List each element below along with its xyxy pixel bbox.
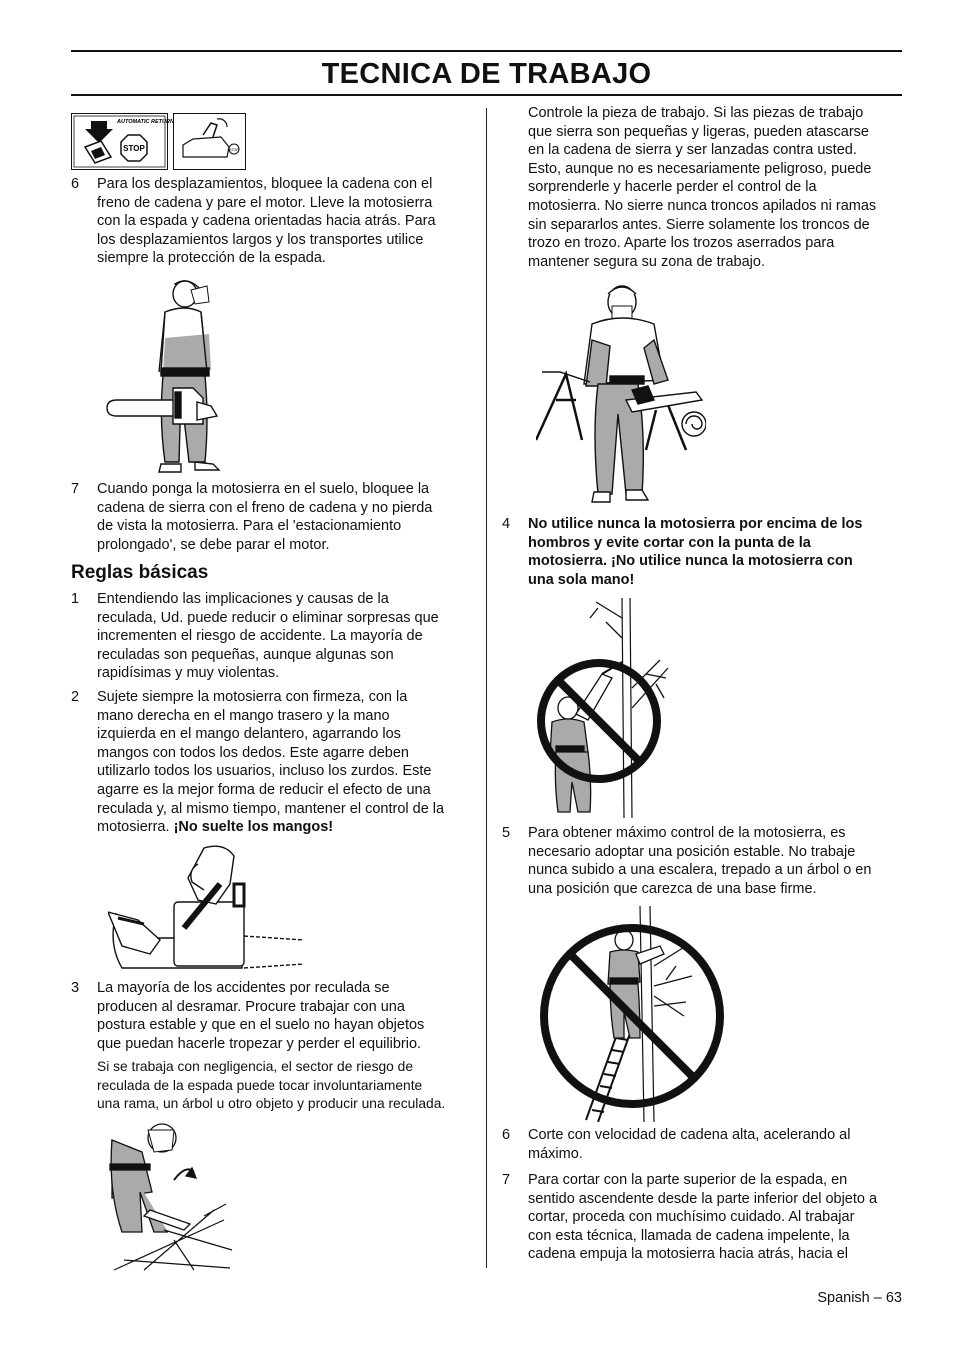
saw-grip-illustration — [108, 844, 308, 974]
text-line: máximo. — [528, 1145, 583, 1162]
text-line: postura estable y que en el suelo no hayan objetos — [97, 1017, 425, 1034]
text-line: Si se trabaja con negligencia, el sector de riesgo de — [97, 1059, 413, 1074]
text-line: los desplazamientos largos y los transportes utilice — [97, 231, 424, 248]
item-number: 4 — [502, 516, 511, 532]
text-line: trozo en trozo. Aparte los trozos aserrados para — [528, 235, 835, 252]
text-line: Cuando ponga la motosierra en el suelo, bloquee la — [97, 481, 430, 497]
text-line: izquierda en el mango delantero, agarrando los — [97, 726, 401, 743]
text-line: reculada, Ud. puede reducir o eliminar sorpresas que — [97, 609, 439, 626]
text-line: Controle la pieza de trabajo. Si las piezas de trabajo — [528, 105, 864, 121]
text-line: hombros y evite cortar con la punta de la — [528, 534, 811, 551]
item-number: 3 — [71, 980, 80, 996]
chain-brake-icons — [71, 113, 246, 171]
item-number: 5 — [502, 825, 511, 841]
text-line: una rama, un árbol u otro objeto y producir una reculada. — [97, 1096, 446, 1112]
text-line: agarre es la mejor forma de reducir el efecto de una — [97, 781, 431, 798]
text-line: que sierra son pequeñas y ligeras, pueden atascarse — [528, 123, 869, 140]
sawhorse-cutting-illustration — [536, 280, 706, 508]
text-line: de vista la motosierra. Para el 'estacionamiento — [97, 518, 402, 535]
section-heading: Reglas básicas — [71, 562, 209, 583]
bold-warning: ¡No suelte los mangos! — [173, 819, 334, 836]
work-piece-paragraph — [528, 104, 928, 271]
text-line: cadena empuja la motosierra hacia atrás, hacia el — [528, 1246, 848, 1263]
text-line: sin separarlos antes. Sierre solamente los troncos de — [528, 216, 870, 233]
text-line: freno de cadena y pare el motor. Lleve la motosierra — [97, 194, 433, 211]
text-line: motosierra. ¡No utilice nunca la motosierra con — [528, 553, 853, 570]
text-line: incrementen el riesgo de accidente. La mayoría de — [97, 628, 423, 645]
page-footer: Spanish – 63 — [817, 1290, 902, 1306]
svg-text:STOP: STOP — [123, 144, 145, 153]
text-line: Para los desplazamientos, bloquee la cadena con el — [97, 176, 433, 192]
text-span: motosierra. — [97, 819, 174, 836]
svg-text:STOP: STOP — [229, 148, 239, 152]
prohibited-ladder-illustration — [536, 906, 728, 1122]
text-line: sorprenderle y hacerle perder el control de la — [528, 179, 817, 196]
text-line: mano derecha en el mango trasero y la mano — [97, 707, 390, 724]
text-line: Para obtener máximo control de la motosierra, es — [528, 825, 846, 841]
limbing-kickback-illustration — [104, 1120, 234, 1275]
text-line: La mayoría de los accidentes por reculada se — [97, 980, 390, 996]
automatic-return-label: AUTOMATIC RETURN — [117, 119, 174, 125]
prohibited-above-shoulder-illustration — [536, 598, 671, 818]
text-line: siempre la protección de la espada. — [97, 250, 326, 267]
title-underline — [71, 94, 902, 96]
text-line: rapidísimas y muy violentas. — [97, 665, 280, 682]
text-line: con esta técnica, llamada de cadena impelente, la — [528, 1227, 850, 1244]
item-number: 7 — [502, 1172, 511, 1188]
text-line: producen al desramar. Procure trabajar con una — [97, 998, 405, 1015]
text-line: Corte con velocidad de cadena alta, acelerando al — [528, 1127, 851, 1143]
page-title: TECNICA DE TRABAJO — [321, 58, 652, 90]
item-number: 6 — [502, 1127, 511, 1143]
text-line: una posición que carezca de una base firme. — [528, 880, 817, 897]
text-line: cadena de sierra con el freno de cadena y no pierda — [97, 499, 433, 516]
item-number: 1 — [71, 591, 80, 607]
text-line: Entendiendo las implicaciones y causas de la — [97, 591, 389, 607]
text-line: necesario adoptar una posición estable. No trabaje — [528, 843, 856, 860]
text-line: mangos con todos los dedos. Este agarre deben — [97, 744, 409, 761]
rule-3-note — [97, 1058, 487, 1114]
text-line: reculada y, al mismo tiempo, mantener el control de la — [97, 800, 445, 817]
item-number: 2 — [71, 689, 80, 705]
text-line: utilizarlo todos los usuarios, incluso los zurdos. Este — [97, 763, 432, 780]
text-line: reculadas son pequeñas, aunque algunas son — [97, 646, 394, 663]
text-line: con la espada y cadena orientadas hacia atrás. Para — [97, 213, 436, 230]
text-line: Para cortar con la parte superior de la espada, en — [528, 1172, 848, 1188]
text-line — [97, 818, 444, 837]
text-line: sentido ascendente desde la parte inferior del objeto a — [528, 1190, 878, 1207]
text-line: que puedan hacerle tropezar y perder el equilibrio. — [97, 1035, 422, 1052]
text-line: No utilice nunca la motosierra por encima de los — [528, 516, 863, 532]
text-line: nunca subido a una escalera, trepado a un árbol o en — [528, 862, 872, 879]
text-line: Sujete siempre la motosierra con firmeza, con la — [97, 689, 408, 705]
item-number: 7 — [71, 481, 80, 497]
text-line: prolongado', se debe parar el motor. — [97, 536, 330, 553]
text-line: mantener segura su zona de trabajo. — [528, 253, 765, 270]
text-line: una sola mano! — [528, 571, 635, 588]
text-line: cortar, proceda con muchísimo cuidado. Al trabajar — [528, 1209, 855, 1226]
text-line: motosierra. No sierre nunca troncos apilados ni ramas — [528, 197, 877, 214]
operator-carrying-saw-illustration — [105, 276, 230, 478]
item-number: 6 — [71, 176, 80, 192]
top-rule — [71, 50, 902, 52]
text-line: Esto, aunque no es necesariamente peligroso, puede — [528, 160, 872, 177]
text-line: en la cadena de sierra y ser lanzadas contra usted. — [528, 142, 857, 159]
text-line: reculada de la espada puede tocar involuntariamente — [97, 1077, 423, 1093]
